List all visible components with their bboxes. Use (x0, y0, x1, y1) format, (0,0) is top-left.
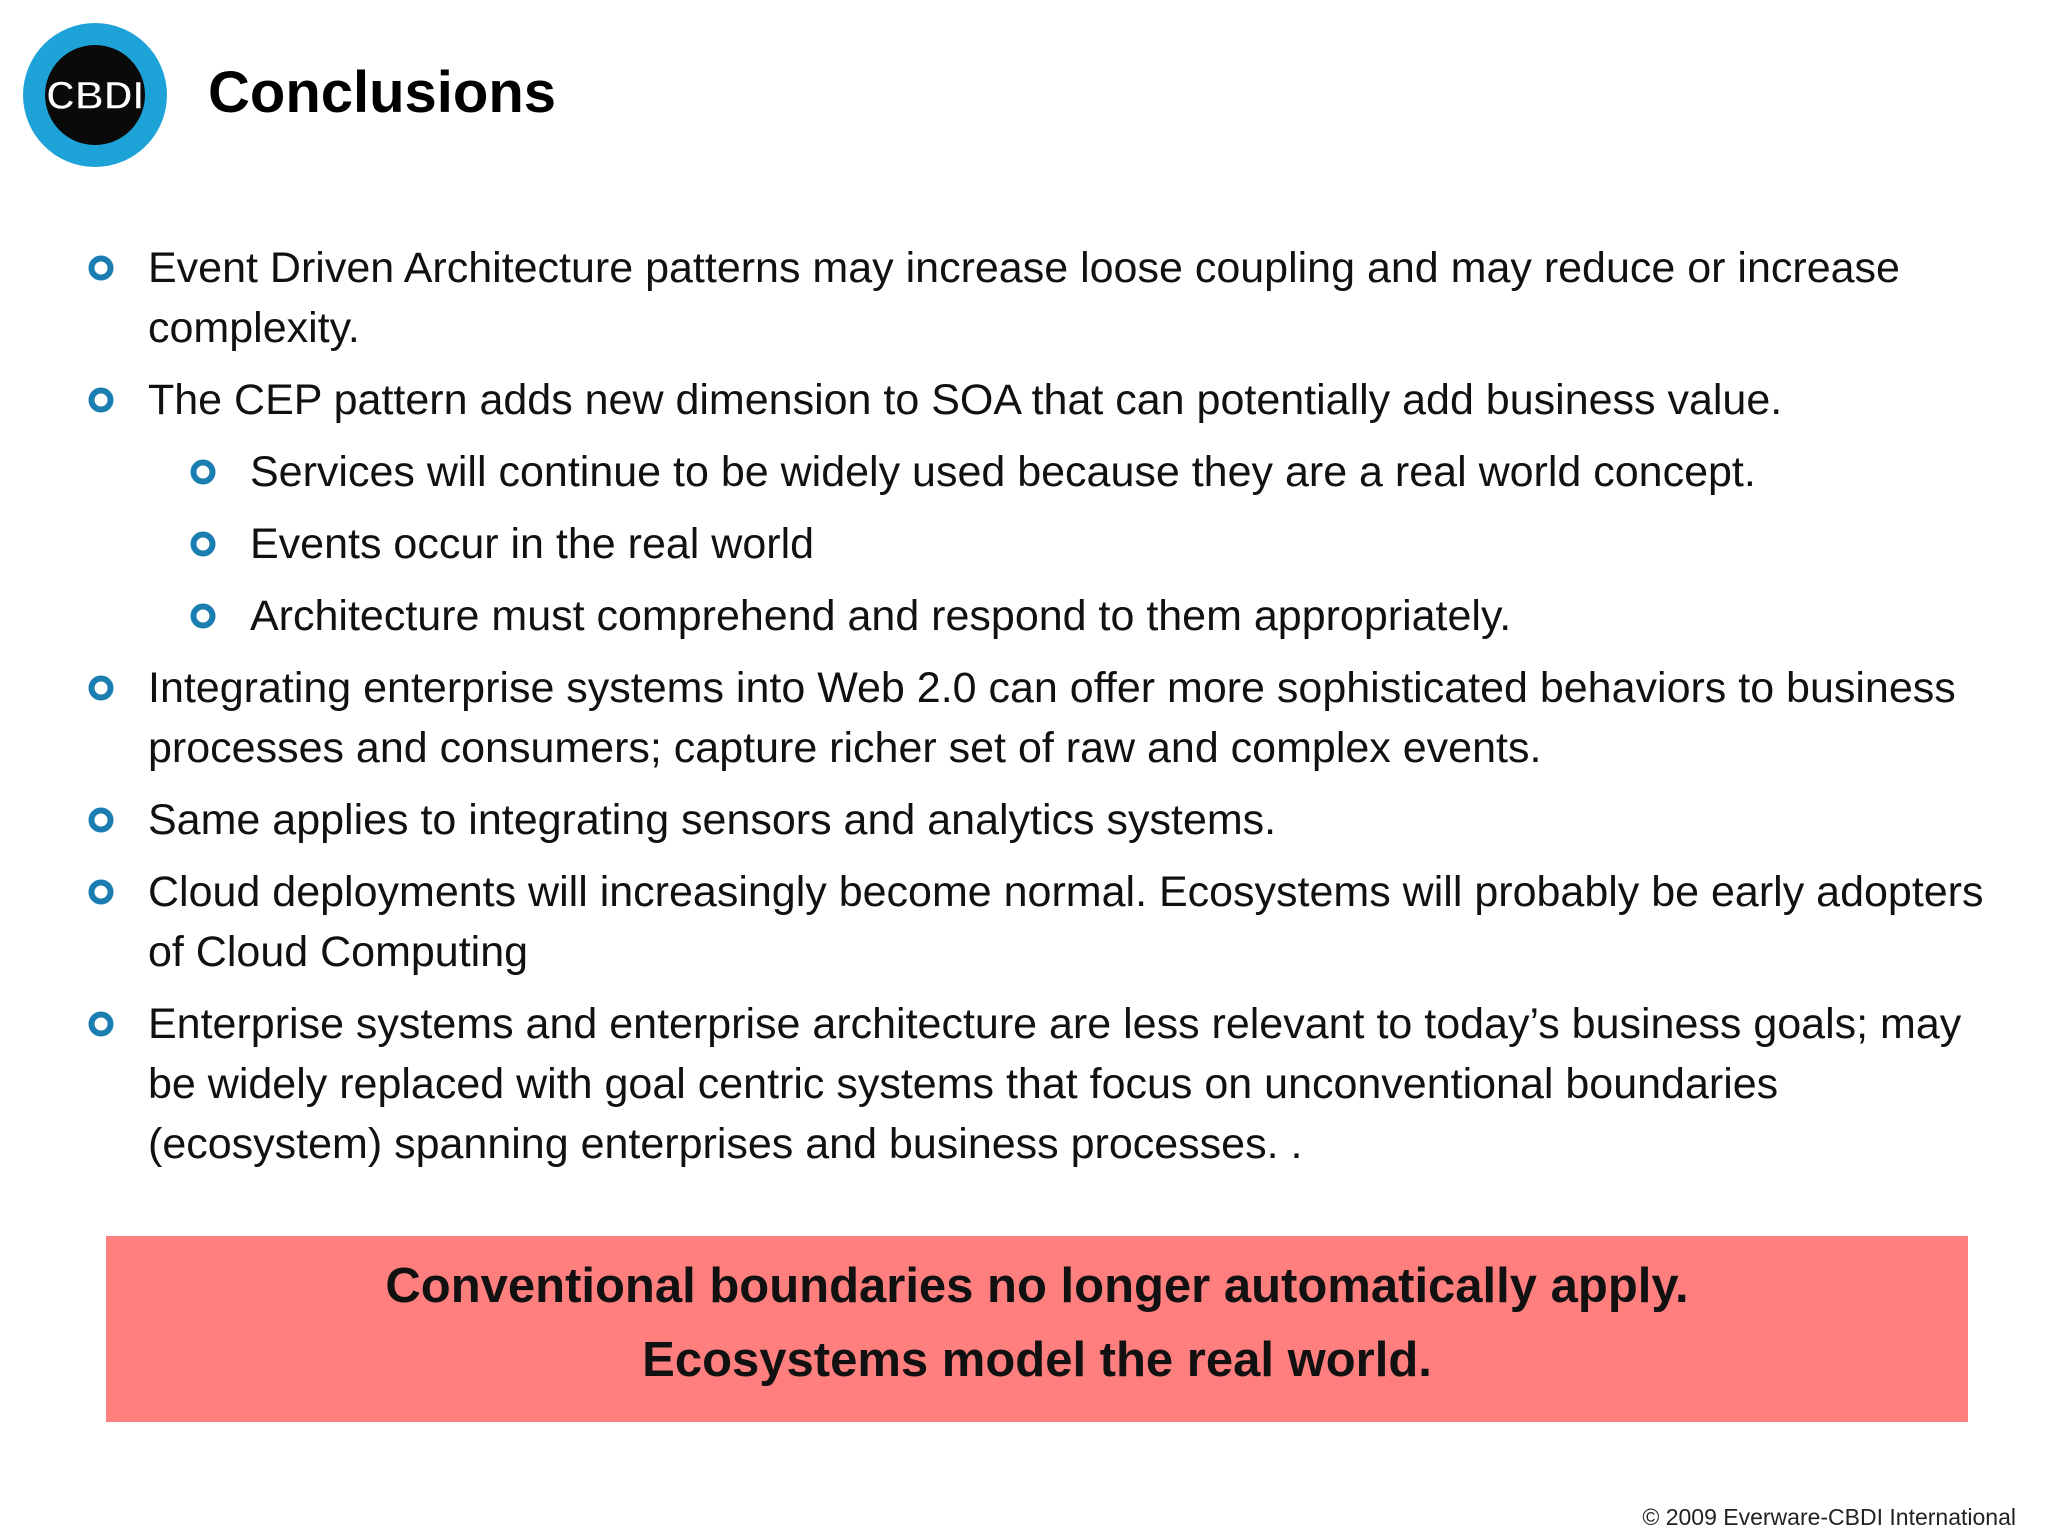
bullet-ring-icon (88, 879, 114, 905)
bullet-ring-icon (88, 675, 114, 701)
sub-bullet-item (190, 586, 2018, 646)
bullet-text: Event Driven Architecture patterns may increase loose coupling and may reduce or increase complexity. (148, 244, 1900, 352)
bullet-text: Services will continue to be widely used because they are a real world concept. (250, 448, 1756, 496)
callout-line-2: Ecosystems model the real world. (642, 1333, 1432, 1387)
copyright-footer: © 2009 Everware-CBDI International (1642, 1504, 2016, 1530)
bullet-ring-icon (88, 255, 114, 281)
callout-line-1: Conventional boundaries no longer automatically apply. (385, 1259, 1689, 1313)
bullet-ring-icon (88, 387, 114, 413)
callout-box (106, 1236, 1968, 1422)
cbdi-logo-icon (22, 22, 168, 168)
slide-title: Conclusions (208, 60, 557, 125)
bullet-list (88, 238, 2018, 1186)
sub-bullet-item (190, 442, 2018, 502)
bullet-text: Enterprise systems and enterprise architecture are less relevant to today’s business goals; may be widely replaced with goal centric systems that focus on unconventional boundaries (ecosystem) spanning enterprises and business processes. . (148, 1000, 1962, 1168)
bullet-text: Events occur in the real world (250, 520, 815, 568)
bullet-ring-icon (88, 1011, 114, 1037)
bullet-text: Same applies to integrating sensors and analytics systems. (148, 796, 1277, 844)
bullet-ring-icon (190, 603, 216, 629)
bullet-item (88, 994, 2018, 1174)
bullet-item (88, 370, 2018, 430)
bullet-ring-icon (190, 459, 216, 485)
bullet-item (88, 658, 2018, 778)
sub-bullet-item (190, 514, 2018, 574)
bullet-text: Integrating enterprise systems into Web 2.0 can offer more sophisticated behaviors to business processes and consumers; capture richer set of raw and complex events. (148, 664, 1956, 772)
bullet-text: Cloud deployments will increasingly become normal. Ecosystems will probably be early adopters of Cloud Computing (148, 868, 1984, 976)
bullet-text: The CEP pattern adds new dimension to SOA that can potentially add business value. (148, 376, 1783, 424)
bullet-text: Architecture must comprehend and respond to them appropriately. (250, 592, 1512, 640)
cbdi-logo (22, 22, 168, 168)
bullet-item (88, 862, 2018, 982)
svg-text:CBDI: CBDI (46, 74, 144, 118)
bullet-item (88, 790, 2018, 850)
bullet-item (88, 238, 2018, 358)
bullet-ring-icon (88, 807, 114, 833)
bullet-ring-icon (190, 531, 216, 557)
